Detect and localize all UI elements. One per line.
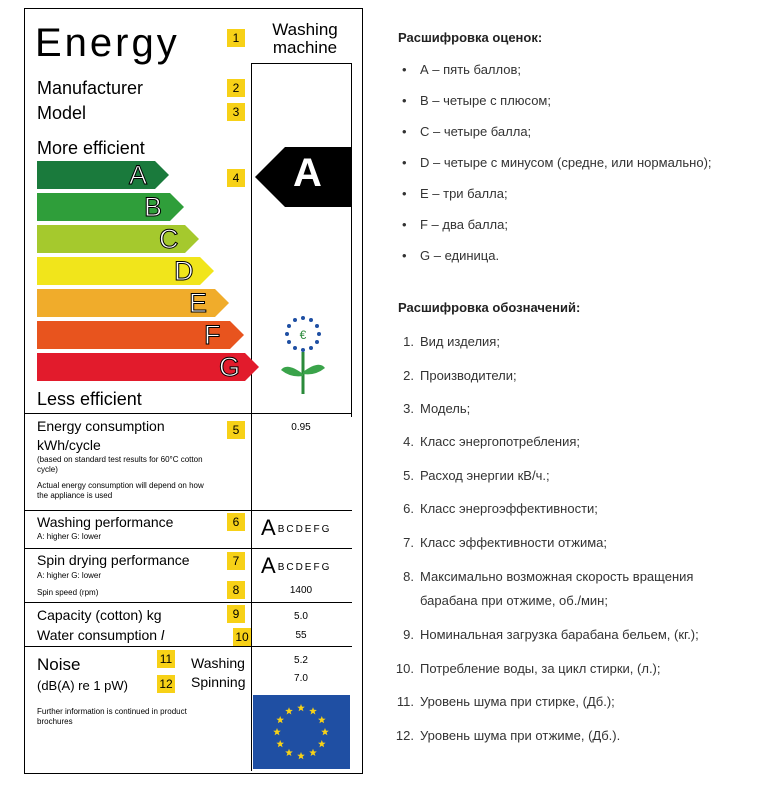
legend-number: 5. [403,468,414,483]
marker-11: 11 [157,650,175,668]
less-efficient: Less efficient [37,389,142,409]
actual-note: Actual energy consumption will depend on how the appliance is used [37,481,204,500]
legend-item: Класс энергоэффективности; [420,501,598,516]
legend-item: Максимально возможная скорость вращения [420,569,694,584]
legend-number: 8. [403,569,414,584]
efficiency-bar-g [37,353,259,381]
capacity-value: 5.0 [294,611,308,622]
marker-2: 2 [227,79,245,97]
eu-flag-icon [253,695,350,769]
marker-6: 6 [227,513,245,531]
rating-letter: A [293,151,322,195]
marker-1: 1 [227,29,245,47]
noise-label: Noise [37,655,81,674]
legend-number: 6. [403,501,414,516]
grade-item: F – два балла; [420,217,508,232]
legend-number: 2. [403,368,414,383]
grade-item: G – единица. [420,248,500,263]
efficiency-bar-f [37,321,244,349]
legend-number: 10. [395,661,414,676]
energy-consumption-label: Energy consumption [37,418,165,434]
legend-item: Вид изделия; [420,334,500,349]
bullet: • [402,93,407,108]
marker-10: 10 [233,628,251,646]
grade-item: В – четыре с плюсом; [420,93,551,108]
grade-item: А – пять баллов; [420,62,521,77]
legend-heading: Расшифровка обозначений: [398,300,581,315]
legend-item-continuation: барабана при отжиме, об./мин; [420,593,608,608]
test-note: (based on standard test results for 60°C cotton cycle) [37,455,203,474]
legend-item: Потребление воды, за цикл стирки, (л.); [420,661,661,676]
appliance-type: Washing machine [272,20,338,57]
legend-item: Уровень шума при отжиме, (Дб.). [420,728,621,743]
bullet: • [402,155,407,170]
efficiency-letter-e: E [189,288,208,318]
model-label: Model [37,103,87,123]
wash-scale: ABCDEFG [261,515,332,540]
legend-item: Класс энергопотребления; [420,434,580,449]
svg-text:€: € [299,328,307,342]
washing-performance-label: Washing performance [37,514,174,530]
eco-flower-icon [275,314,331,399]
efficiency-letter-d: D [174,256,194,286]
efficiency-letter-g: G [219,352,241,382]
wash-grade: A [261,515,276,540]
noise-unit: (dB(A) re 1 pW) [37,678,129,693]
marker-12: 12 [157,675,175,693]
efficiency-letter-f: F [204,320,221,350]
grade-item: Е – три балла; [420,186,508,201]
spinning-noise-label: Spinning [191,674,246,690]
marker-9: 9 [227,605,245,623]
washing-noise-value: 5.2 [294,655,308,666]
spinning-noise-value: 7.0 [294,673,308,684]
water-value: 55 [295,630,307,641]
spin-grade: A [261,553,276,578]
bullet: • [402,248,407,263]
manufacturer-label: Manufacturer [37,78,144,98]
marker-5: 5 [227,421,245,439]
legend-number: 9. [403,627,414,642]
efficiency-bar-c [37,225,199,253]
legend-item: Класс эффективности отжима; [420,535,608,550]
wash-scale-note: A: higher G: lower [37,532,102,541]
energy-label [24,8,363,774]
water-label: Water consumption l [37,627,165,643]
marker-4: 4 [227,169,245,187]
grade-item: С – четыре балла; [420,124,532,139]
legend-item: Модель; [420,401,471,416]
legend-item: Расход энергии кВ/ч.; [420,468,550,483]
marker-3: 3 [227,103,245,121]
legend-number: 3. [403,401,414,416]
spin-speed-label: Spin speed (rpm) [37,588,99,597]
legend-number: 4. [403,434,414,449]
further-info: Further information is continued in product brochures [37,707,187,726]
efficiency-letter-a: A [129,160,148,190]
efficiency-letter-c: C [159,224,179,254]
legend-number: 1. [403,334,414,349]
legend-item: Производители; [420,368,517,383]
efficiency-bar-e [37,289,229,317]
spin-scale: ABCDEFG [261,553,332,578]
marker-8: 8 [227,581,245,599]
efficiency-bar-a [37,161,169,189]
efficiency-letter-b: B [144,192,163,222]
legend-item: Номинальная загрузка барабана бельем, (кг.); [420,627,699,642]
more-efficient: More efficient [37,138,145,158]
kwh-cycle-label: kWh/cycle [37,437,101,453]
legend-number: 7. [403,535,414,550]
spin-scale-note: A: higher G: lower [37,571,102,580]
energy-value: 0.95 [291,422,311,433]
grades-heading: Расшифровка оценок: [398,30,543,45]
marker-7: 7 [227,552,245,570]
grade-item: D – четыре с минусом (средне, или нормально); [420,155,712,170]
efficiency-bar-b [37,193,184,221]
spin-drying-label: Spin drying performance [37,552,190,568]
bullet: • [402,186,407,201]
capacity-label: Capacity (cotton) kg [37,607,162,623]
washing-noise-label: Washing [191,655,245,671]
spin-speed-value: 1400 [289,585,313,596]
legend-number: 11. [396,694,414,709]
bullet: • [402,62,407,77]
efficiency-bar-d [37,257,214,285]
bullet: • [402,217,407,232]
legend-item: Уровень шума при стирке, (Дб.); [420,694,615,709]
bullet: • [402,124,407,139]
label-title: Energy [35,21,180,65]
legend-number: 12. [395,728,414,743]
